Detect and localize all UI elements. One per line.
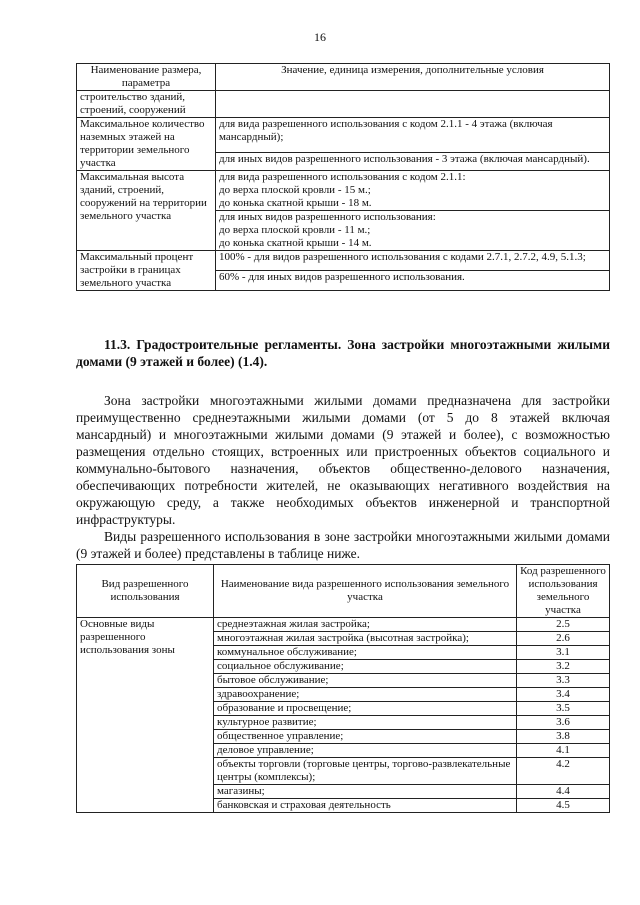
use-name: культурное развитие; [214, 716, 517, 730]
use-code: 3.4 [517, 688, 610, 702]
parameter-value: для иных видов разрешенного использования - 3 этажа (включая мансардный). [216, 152, 610, 170]
use-name: магазины; [214, 785, 517, 799]
parameter-value: до верха плоской кровли - 15 м.; [219, 184, 371, 196]
parameter-value: 60% - для иных видов разрешенного использования. [216, 271, 610, 291]
parameter-value [216, 91, 610, 118]
parameter-value: для иных видов разрешенного использования: [219, 211, 436, 223]
parameter-value: 100% - для видов разрешенного использования с кодами 2.7.1, 2.7.2, 4.9, 5.1.3; [216, 251, 610, 271]
parameter-value: до конька скатной крыши - 18 м. [219, 197, 372, 209]
use-code: 3.1 [517, 646, 610, 660]
table-intro-paragraph: Виды разрешенного использования в зоне застройки многоэтажными жилыми домами (9 этажей и более) представлены в таблице ниже. [76, 529, 610, 561]
use-code: 3.5 [517, 702, 610, 716]
use-name: объекты торговли (торговые центры, торгово-развлекательные центры (комплексы); [214, 758, 517, 785]
parameter-name: строительство зданий, строений, сооружений [77, 91, 216, 118]
table-row [77, 251, 610, 271]
use-name: образование и просвещение; [214, 702, 517, 716]
use-code: 2.6 [517, 632, 610, 646]
header-use-type: Вид разрешенного использования [77, 565, 214, 618]
table-row [77, 118, 610, 153]
parameters-table [76, 63, 610, 291]
use-name: бытовое обслуживание; [214, 674, 517, 688]
use-name: многоэтажная жилая застройка (высотная застройка); [214, 632, 517, 646]
use-name: среднеэтажная жилая застройка; [214, 618, 517, 632]
use-name: коммунальное обслуживание; [214, 646, 517, 660]
use-code: 4.2 [517, 758, 610, 785]
use-code: 4.1 [517, 744, 610, 758]
use-name: деловое управление; [214, 744, 517, 758]
parameter-value: до верха плоской кровли - 11 м.; [219, 224, 371, 236]
page-number: 16 [314, 30, 326, 44]
use-name: банковская и страховая деятельность [214, 799, 517, 813]
use-code: 4.5 [517, 799, 610, 813]
use-code: 4.4 [517, 785, 610, 799]
parameter-value: для вида разрешенного использования с кодом 2.1.1 - 4 этажа (включая мансардный); [216, 118, 610, 153]
parameter-value-group [216, 211, 610, 251]
table-header-row [77, 64, 610, 91]
header-parameter-name: Наименование размера, параметра [77, 64, 216, 91]
parameter-name: Максимальное количество наземных этажей на территории земельного участка [77, 118, 216, 171]
use-code: 3.3 [517, 674, 610, 688]
use-code: 2.5 [517, 618, 610, 632]
table-row [77, 171, 610, 211]
header-use-name: Наименование вида разрешенного использования земельного участка [214, 565, 517, 618]
use-name: общественное управление; [214, 730, 517, 744]
table-header-row [77, 565, 610, 618]
table-row [77, 91, 610, 118]
permitted-use-table [76, 564, 610, 813]
parameter-name: Максимальная высота зданий, строений, сооружений на территории земельного участка [77, 171, 216, 251]
parameter-value-group [216, 171, 610, 211]
use-group-label: Основные виды разрешенного использования зоны [77, 618, 214, 813]
use-code: 3.8 [517, 730, 610, 744]
use-name: социальное обслуживание; [214, 660, 517, 674]
table-row [77, 618, 610, 632]
use-code: 3.2 [517, 660, 610, 674]
use-code: 3.6 [517, 716, 610, 730]
parameter-value: до конька скатной крыши - 14 м. [219, 237, 372, 249]
parameter-value: для вида разрешенного использования с кодом 2.1.1: [219, 171, 466, 183]
header-parameter-value: Значение, единица измерения, дополнительные условия [216, 64, 610, 91]
section-heading: 11.3. Градостроительные регламенты. Зона застройки многоэтажными жилыми домами (9 этажей и более) (1.4). [76, 337, 610, 369]
parameter-name: Максимальный процент застройки в границах земельного участка [77, 251, 216, 291]
use-name: здравоохранение; [214, 688, 517, 702]
header-use-code: Код разрешенного использования земельного участка [517, 565, 610, 618]
zone-description-paragraph: Зона застройки многоэтажными жилыми домами предназначена для застройки преимущественно среднеэтажными жилыми домами (от 5 до 8 этажей включая мансардный) и многоэтажными жилыми домами (9 этажей и более), с возможностью размещения отдельно стоящих, встроенных или пристроенных объектов социального и коммунально-бытового назначения, объектов общественно-делового назначения, обеспечивающих потребности жителей, не оказывающих негативного воздействия на окружающую среду, а также необходимых объектов инженерной и транспортной инфраструктуры. [76, 393, 610, 527]
